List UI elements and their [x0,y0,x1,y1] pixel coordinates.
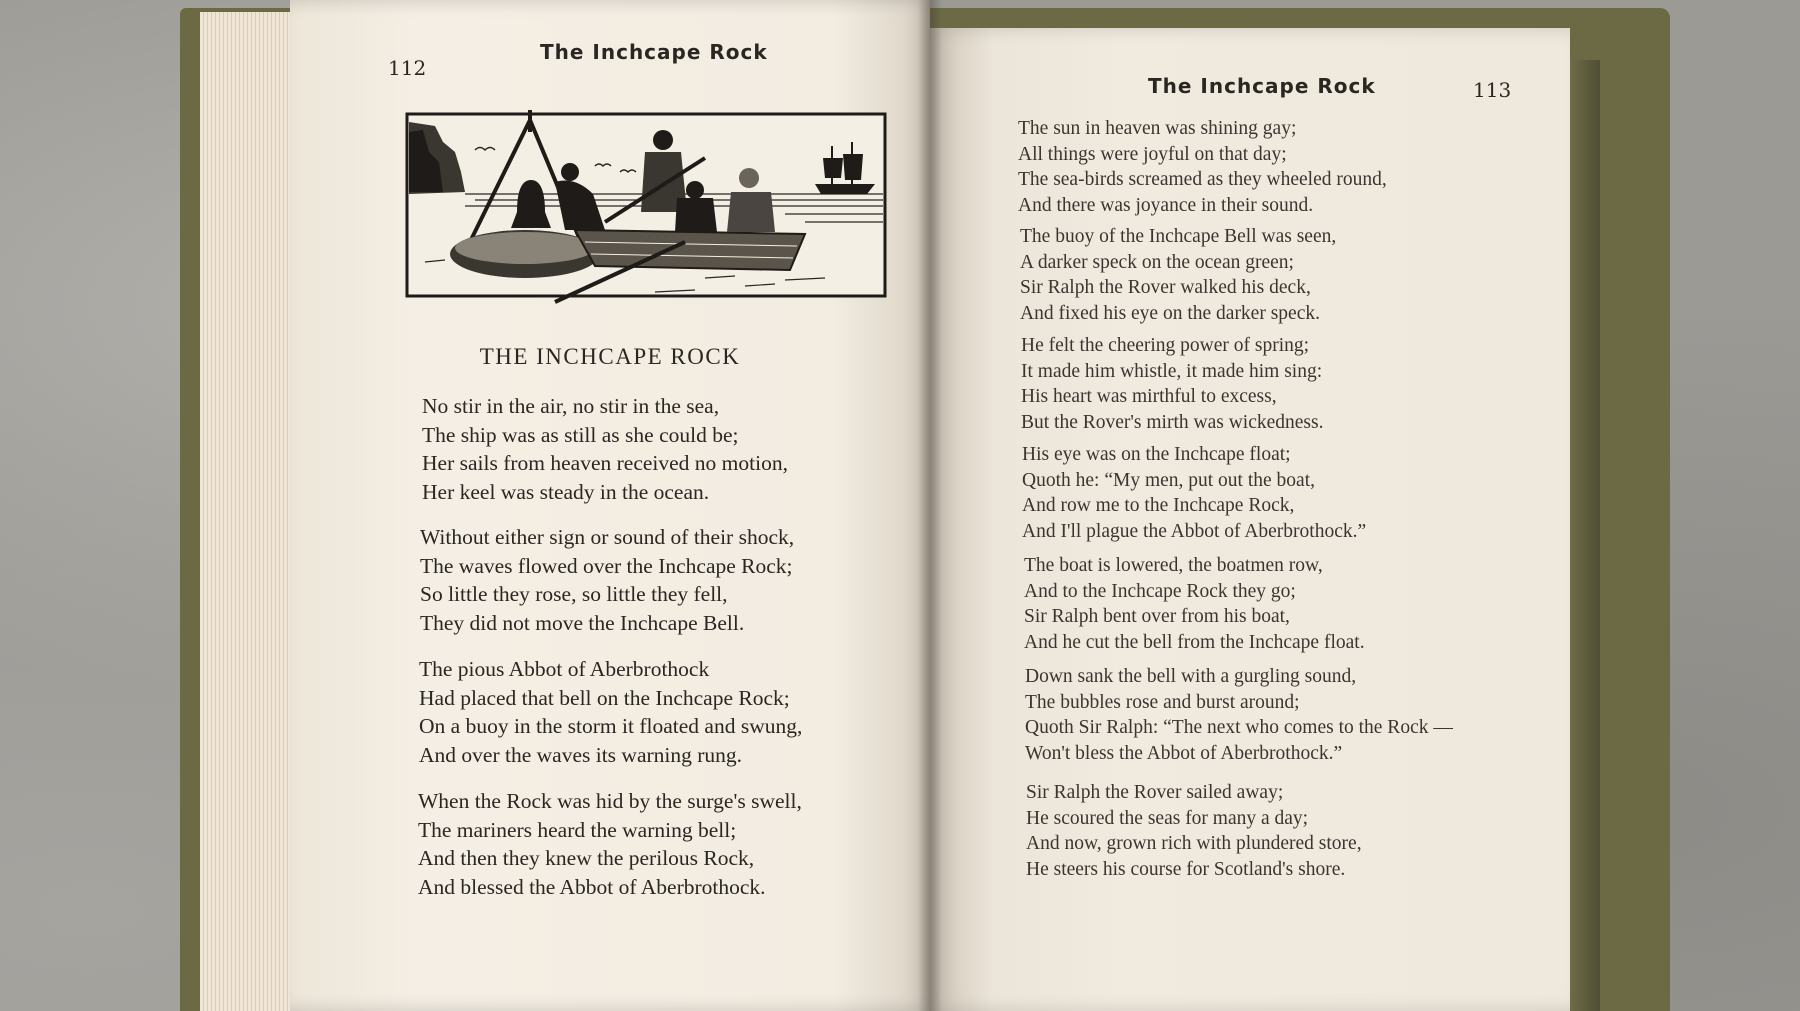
verse-line: Quoth he: “My men, put out the boat, [1022,469,1315,491]
book-gutter [918,0,942,1011]
verse-line: Sir Ralph the Rover sailed away; [1026,782,1284,803]
verse-line: And fixed his eye on the darker speck. [1020,302,1320,324]
right-page-number: 113 [1473,78,1512,102]
verse-line: And over the waves its warning rung. [419,742,743,767]
verse-line: And row me to the Inchcape Rock, [1022,495,1295,516]
page-edges [200,12,290,1011]
right-stanza-1 [1018,116,1387,218]
right-stanza-2 [1020,224,1336,326]
verse-line: And he cut the bell from the Inchcape float. [1024,631,1365,653]
verse-line: He felt the cheering power of spring; [1021,335,1310,356]
verse-line: A darker speck on the ocean green; [1020,251,1294,273]
verse-line: He steers his course for Scotland's shore. [1026,858,1346,880]
verse-line: The sun in heaven was shining gay; [1018,118,1297,139]
left-stanza-2 [420,523,794,637]
verse-line: Sir Ralph the Rover walked his deck, [1020,277,1311,298]
verse-line: Sir Ralph bent over from his boat, [1024,606,1290,627]
verse-line: He scoured the seas for many a day; [1026,807,1309,829]
verse-line: Quoth Sir Ralph: “The next who comes to the Rock — [1025,717,1453,738]
verse-line: The buoy of the Inchcape Bell was seen, [1020,226,1337,247]
left-running-head: The Inchcape Rock [540,40,768,64]
verse-line: Won't bless the Abbot of Aberbrothock.” [1025,742,1343,764]
right-stanza-7 [1026,780,1362,882]
right-stanza-3 [1021,333,1323,435]
verse-line: When the Rock was hid by the surge's swell, [418,789,802,813]
verse-line: The sea-birds screamed as they wheeled round, [1018,169,1387,190]
right-stanza-6 [1025,664,1453,766]
verse-line: The bubbles rose and burst around; [1025,691,1300,713]
cover-edge-right [1570,60,1600,1011]
verse-line: And there was joyance in their sound. [1018,194,1314,216]
verse-line: It made him whistle, it made him sing: [1021,360,1323,382]
verse-line: All things were joyful on that day; [1018,143,1287,165]
verse-line: The ship was as still as she could be; [422,422,739,447]
left-stanza-3 [419,655,802,769]
verse-line: His eye was on the Inchcape float; [1022,444,1291,465]
right-page [930,28,1570,1011]
poem-title: THE INCHCAPE ROCK [479,344,741,369]
right-stanza-5 [1024,553,1365,655]
verse-line: On a buoy in the storm it floated and swung, [419,714,803,738]
verse-line: The mariners heard the warning bell; [418,817,737,842]
verse-line: Down sank the bell with a gurgling sound, [1025,666,1357,687]
left-page [290,0,930,1011]
right-running-head: The Inchcape Rock [1148,74,1376,98]
right-stanza-4 [1022,442,1366,544]
verse-line: The waves flowed over the Inchcape Rock; [420,553,793,578]
verse-line: Her sails from heaven received no motion, [422,451,788,475]
verse-line: They did not move the Inchcape Bell. [420,610,745,635]
verse-line: His heart was mirthful to excess, [1021,386,1277,407]
left-page-number: 112 [388,56,427,80]
verse-line: The boat is lowered, the boatmen row, [1024,555,1323,576]
verse-line: But the Rover's mirth was wickedness. [1021,411,1324,433]
verse-line: And I'll plague the Abbot of Aberbrothock.” [1022,520,1367,542]
left-stanza-4 [418,787,802,901]
left-stanza-1 [422,392,788,506]
verse-line: Her keel was steady in the ocean. [422,479,710,504]
verse-line: And then they knew the perilous Rock, [418,846,755,870]
verse-line: And to the Inchcape Rock they go; [1024,580,1296,602]
verse-line: No stir in the air, no stir in the sea, [422,394,720,418]
verse-line: So little they rose, so little they fell, [420,582,728,606]
verse-line: The pious Abbot of Aberbrothock [419,657,710,681]
verse-line: And blessed the Abbot of Aberbrothock. [418,874,766,899]
illustration-bell-buoy-and-boat [405,102,889,308]
verse-line: Had placed that bell on the Inchcape Rock; [419,685,790,710]
verse-line: Without either sign or sound of their shock, [420,525,795,549]
verse-line: And now, grown rich with plundered store, [1026,833,1362,854]
